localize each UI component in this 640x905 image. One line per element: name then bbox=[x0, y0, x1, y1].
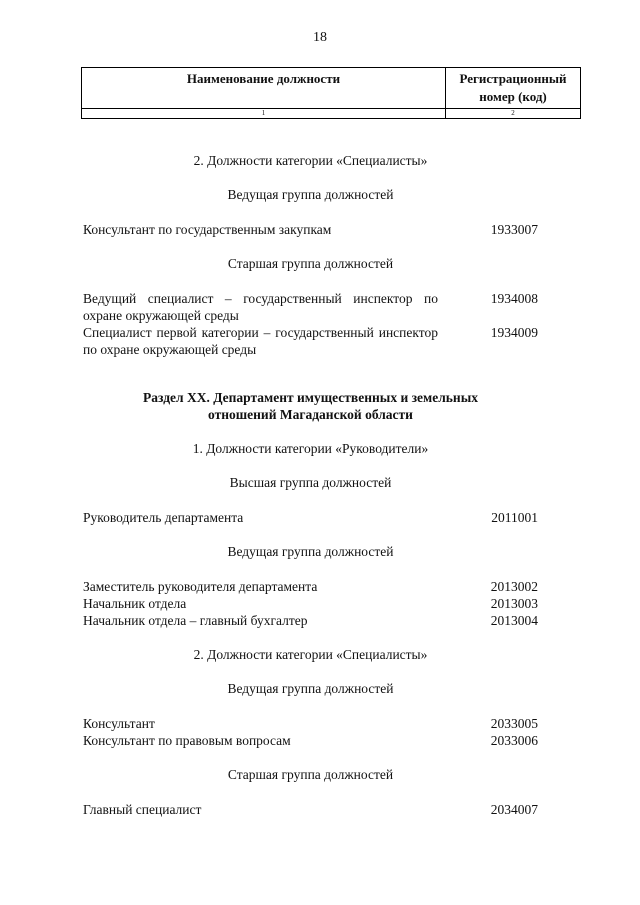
position-name: Начальник отдела bbox=[83, 596, 187, 611]
list-item bbox=[83, 715, 538, 732]
list-item bbox=[83, 595, 538, 612]
position-name: Консультант по государственным закупкам bbox=[83, 222, 332, 237]
group-heading: Ведущая группа должностей bbox=[227, 544, 394, 559]
position-code: 2013002 bbox=[490, 579, 538, 594]
table-header bbox=[81, 67, 581, 119]
category-heading: 2. Должности категории «Специалисты» bbox=[193, 153, 428, 168]
position-name: Начальник отдела – главный бухгалтер bbox=[83, 613, 308, 628]
group-heading: Старшая группа должностей bbox=[227, 767, 394, 782]
column-header-position: Наименование должности bbox=[82, 68, 446, 109]
list-item bbox=[83, 221, 538, 238]
section-title: Раздел XX. Департамент имущественных и земельных отношений Магаданской области bbox=[143, 390, 478, 422]
list-item bbox=[83, 801, 538, 818]
position-code: 2013003 bbox=[490, 596, 538, 611]
position-name: Руководитель департамента bbox=[83, 510, 244, 525]
list-item bbox=[83, 509, 538, 526]
position-code: 2034007 bbox=[490, 802, 538, 817]
position-code: 1934008 bbox=[490, 291, 538, 306]
list-item bbox=[83, 612, 538, 629]
position-code: 1933007 bbox=[490, 222, 538, 237]
position-code: 2011001 bbox=[491, 510, 538, 525]
group-heading: Старшая группа должностей bbox=[227, 256, 394, 271]
category-heading: 1. Должности категории «Руководители» bbox=[192, 441, 429, 456]
document-body bbox=[83, 152, 538, 818]
column-number-1: 1 bbox=[82, 109, 446, 119]
position-code: 1934009 bbox=[490, 325, 538, 340]
column-header-code: Регистрационный номер (код) bbox=[446, 68, 581, 109]
list-item bbox=[83, 732, 538, 749]
group-heading: Ведущая группа должностей bbox=[227, 187, 394, 202]
group-heading: Ведущая группа должностей bbox=[227, 681, 394, 696]
page-number: 18 bbox=[313, 30, 327, 45]
position-name: Заместитель руководителя департамента bbox=[83, 579, 318, 594]
position-code: 2033005 bbox=[490, 716, 538, 731]
column-number-2: 2 bbox=[446, 109, 581, 119]
position-name: Главный специалист bbox=[83, 802, 202, 817]
position-name: Консультант bbox=[83, 716, 155, 731]
group-heading: Высшая группа должностей bbox=[229, 475, 392, 490]
position-code: 2013004 bbox=[490, 613, 538, 628]
category-heading: 2. Должности категории «Специалисты» bbox=[193, 647, 428, 662]
list-item bbox=[83, 290, 538, 324]
list-item bbox=[83, 578, 538, 595]
position-name: Ведущий специалист – государственный инспектор по охране окружающей среды bbox=[83, 291, 438, 323]
position-name: Консультант по правовым вопросам bbox=[83, 733, 291, 748]
position-code: 2033006 bbox=[490, 733, 538, 748]
list-item bbox=[83, 324, 538, 358]
position-name: Специалист первой категории – государственный инспектор по охране окружающей среды bbox=[83, 325, 438, 357]
